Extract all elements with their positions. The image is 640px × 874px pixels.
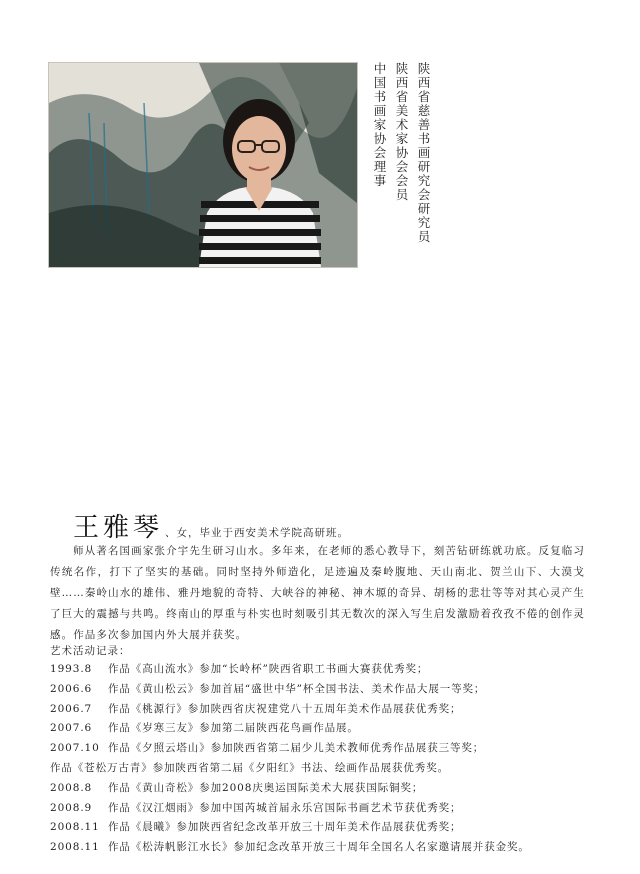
artist-biography: 师从著名国画家张介宇先生研习山水。多年来，在老师的悉心教导下，刻苦钻研练就功底。反复临习传统名作，打下了坚实的基础。同时坚持外师造化，足迹遍及秦岭腹地、天山南北、贺兰山下、大漠戈壁……秦岭山水的雄伟、雅丹地貌的奇特、大峡谷的神秘、神木塬的奇异、胡杨的悲壮等等对其心灵产生了巨大的震撼与共鸣。终南山的厚重与朴实也时刻吸引其无数次的深入写生启发激励着孜孜不倦的创作灵感。作品多次参加国内外大展并获奖。 [50, 545, 585, 641]
list-item [50, 779, 610, 799]
record-date: 1993.8 [50, 663, 93, 675]
title-charity-painting-researcher: 陕西省慈善书画研究会研究员 [416, 62, 431, 244]
artist-heading [73, 507, 349, 544]
record-date: 2007.10 [50, 742, 100, 755]
artist-portrait-photo [48, 62, 358, 268]
title-painters-association-director: 中国书画家协会理事 [372, 62, 387, 188]
artist-name: 王雅琴 [73, 513, 164, 543]
list-item [50, 739, 610, 759]
record-text: 作品《松涛帆影江水长》参加纪念改革开放三十周年全国名人名家邀请展并获金奖。 [108, 841, 530, 854]
artist-titles [372, 62, 430, 272]
record-text: 作品《桃源行》参加陕西省庆祝建党八十五周年美术作品展获优秀奖； [108, 702, 462, 715]
artist-intro: 、女，毕业于西安美术学院高研班。 [165, 527, 350, 539]
record-text: 作品《汉江烟雨》参加中国芮城首届永乐宫国际书画艺术节获优秀奖； [108, 801, 462, 814]
record-text: 作品《苍松万古青》参加陕西省第二届《夕阳红》书法、绘画作品展获优秀奖。 [50, 761, 449, 774]
list-item [50, 759, 610, 779]
list-item [50, 799, 610, 819]
list-item [50, 660, 610, 680]
record-date: 2008.11 [50, 821, 100, 834]
record-date: 2007.6 [50, 722, 93, 735]
title-artists-association-member: 陕西省美术家协会会员 [394, 62, 409, 202]
records-heading: 艺术活动记录： [50, 645, 131, 657]
portrait-with-landscape-painting-icon [49, 63, 357, 267]
record-text: 作品《黄山奇松》参加2008庆奥运国际美术大展获国际铜奖； [108, 781, 424, 794]
record-date: 2008.11 [50, 841, 100, 854]
record-text: 作品《夕照云塔山》参加陕西省第二届少儿美术教师优秀作品展获三等奖； [108, 742, 485, 755]
record-date: 2008.9 [50, 801, 93, 814]
record-text: 作品《高山流水》参加“长岭杯”陕西省职工书画大赛获优秀奖； [108, 663, 429, 675]
record-text: 作品《岁寒三友》参加第二届陕西花鸟画作品展。 [108, 722, 359, 735]
record-date: 2006.6 [50, 682, 93, 695]
record-text: 作品《晨曦》参加陕西省纪念改革开放三十周年美术作品展获优秀奖； [108, 821, 462, 834]
art-activity-records [50, 660, 610, 858]
record-text: 作品《黄山松云》参加首届“盛世中华”杯全国书法、美术作品大展一等奖； [108, 682, 486, 695]
list-item [50, 818, 610, 838]
record-date: 2006.7 [50, 702, 93, 715]
list-item [50, 680, 610, 700]
record-date: 2008.8 [50, 781, 93, 794]
list-item [50, 700, 610, 720]
list-item [50, 838, 610, 858]
list-item [50, 719, 610, 739]
